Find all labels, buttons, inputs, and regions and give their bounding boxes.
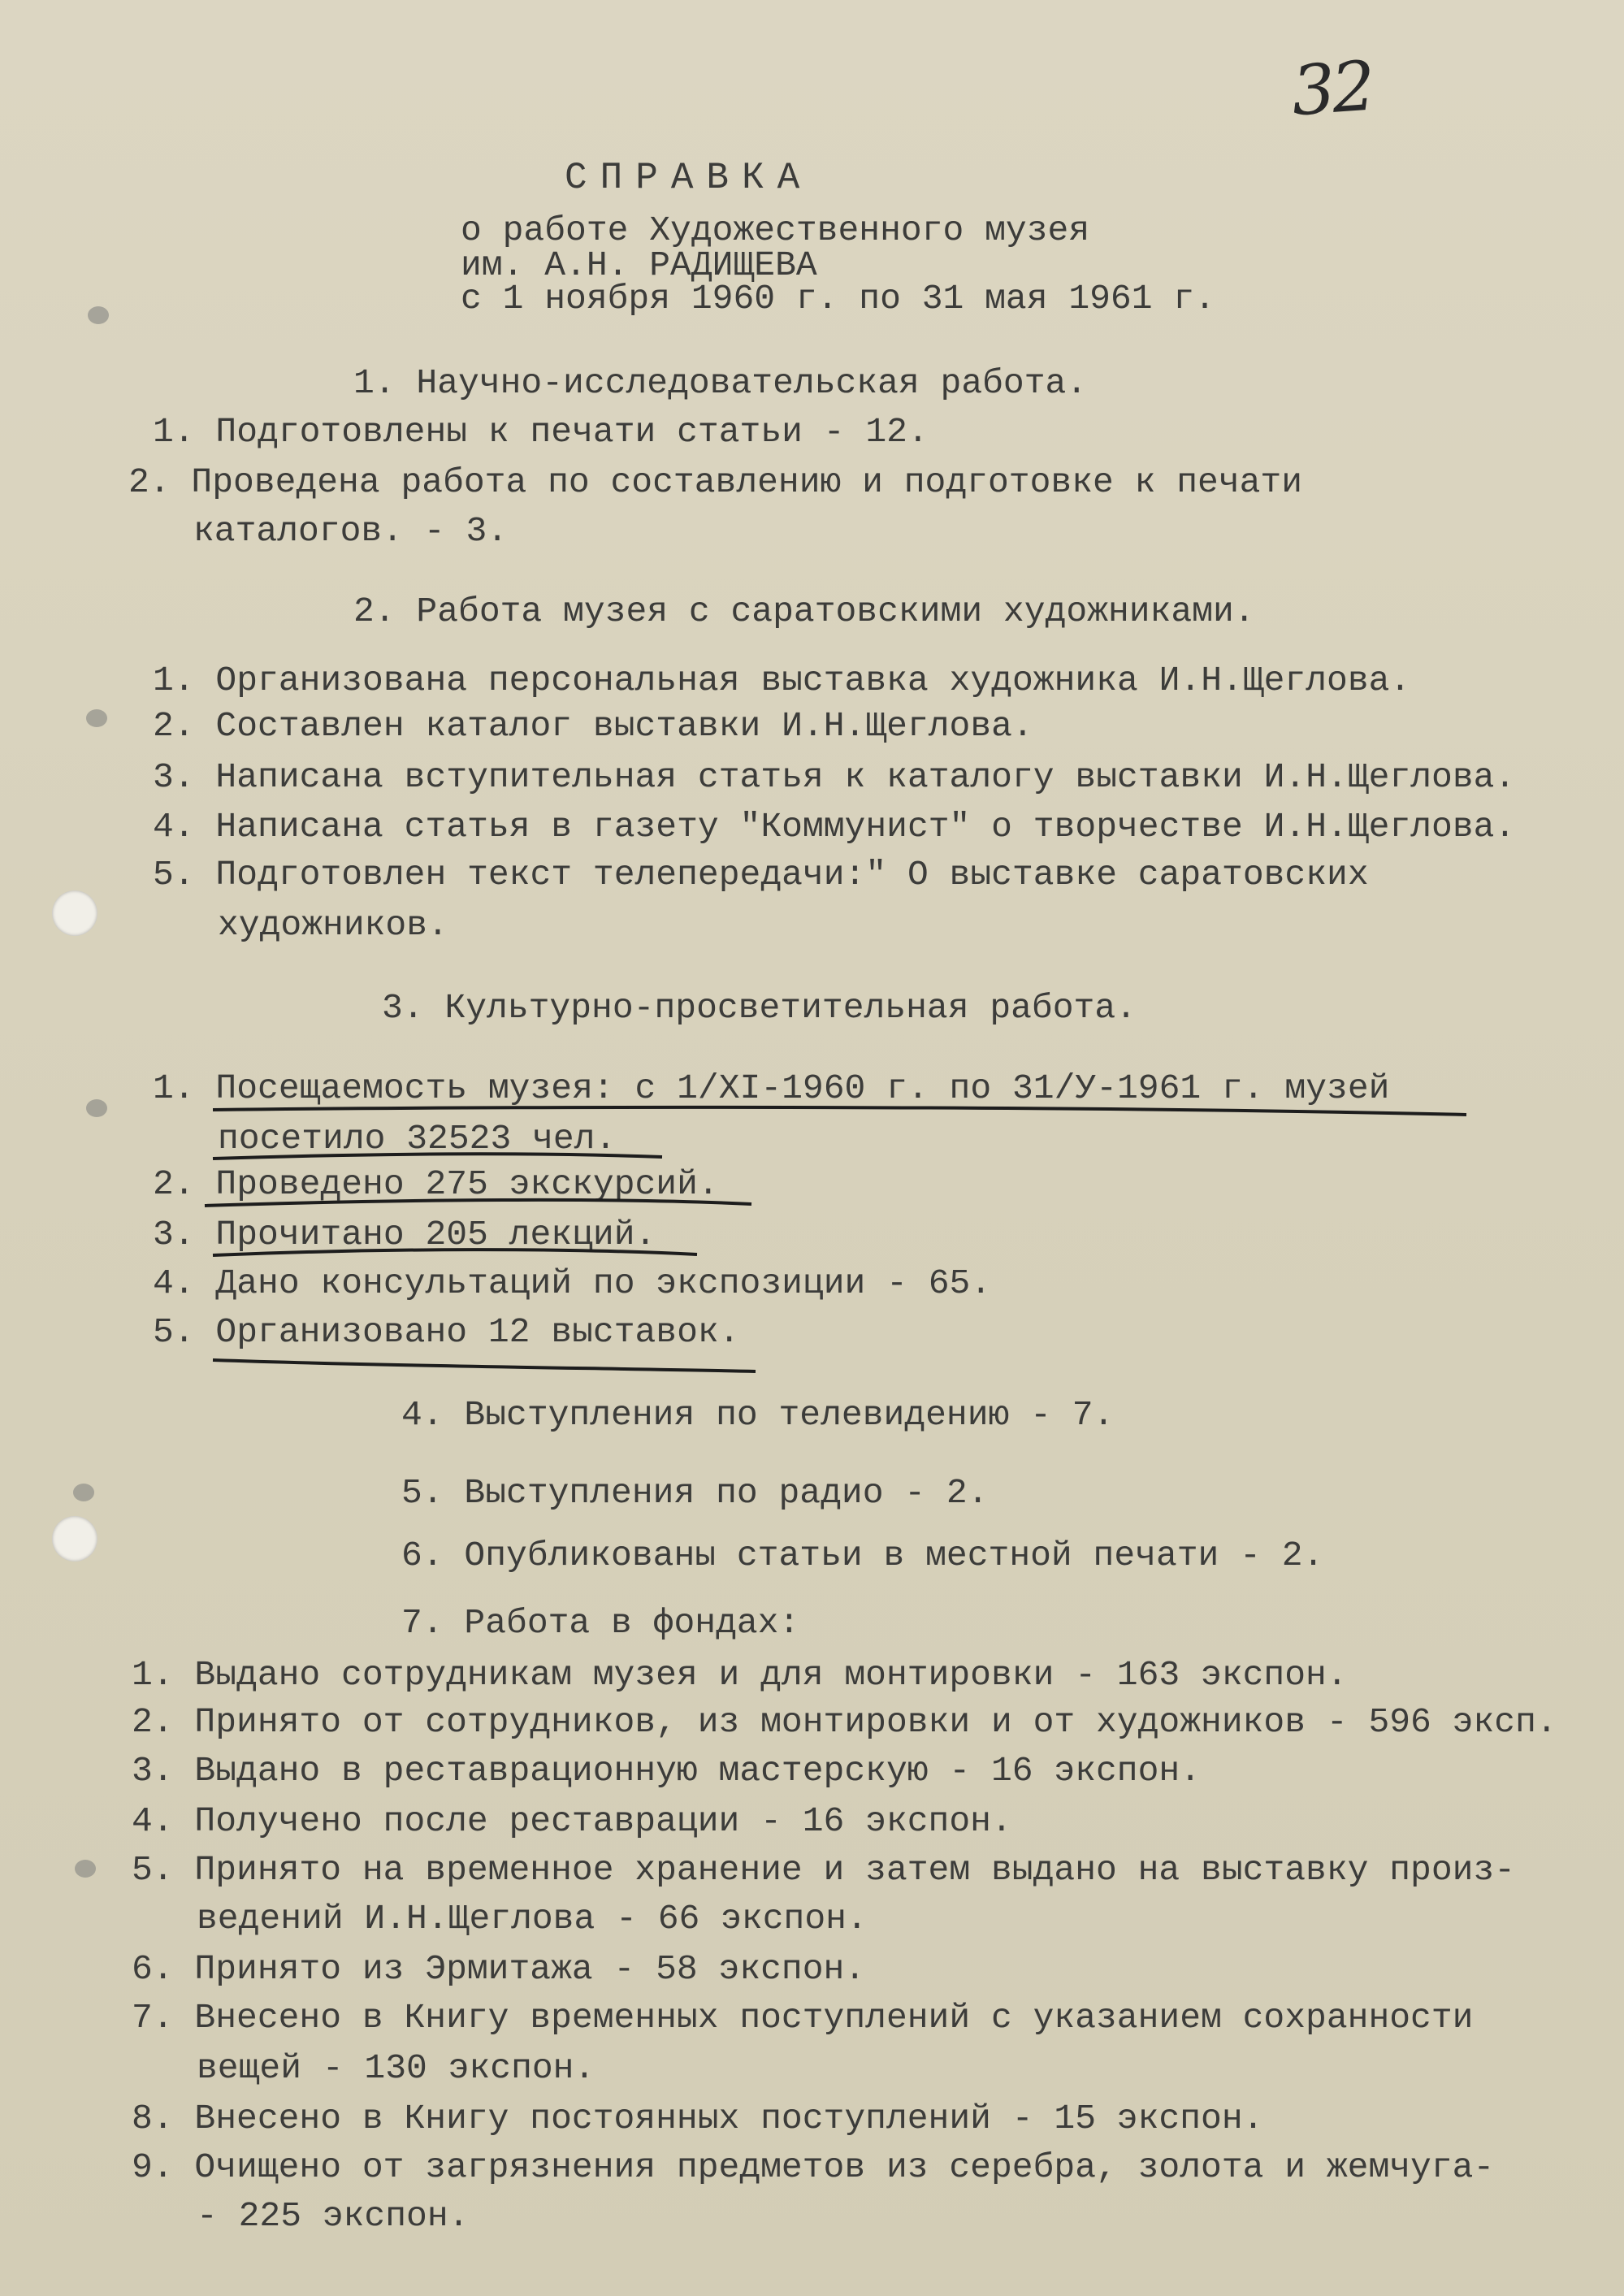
- list-item: посетило 32523 чел.: [218, 1119, 617, 1159]
- list-item: 6. Принято из Эрмитажа - 58 экспон.: [132, 1949, 866, 1989]
- list-item: 2. Принято от сотрудников, из монтировки и от художников - 596 эксп.: [132, 1702, 1557, 1742]
- list-item: ведений И.Н.Щеглова - 66 экспон.: [197, 1899, 868, 1939]
- list-item: каталогов. - 3.: [193, 511, 509, 551]
- section-heading: 7. Работа в фондах:: [401, 1603, 800, 1643]
- list-item: 9. Очищено от загрязнения предметов из серебра, золота и жемчуга-: [132, 2147, 1495, 2187]
- list-item: 5. Организовано 12 выставок.: [153, 1312, 740, 1352]
- list-item: 7. Внесено в Книгу временных поступлений с указанием сохранности: [132, 1998, 1474, 2038]
- subtitle-line: с 1 ноября 1960 г. по 31 мая 1961 г.: [461, 279, 1215, 318]
- underline-mark: [205, 1200, 751, 1206]
- list-item: художников.: [218, 905, 448, 945]
- list-item: 1. Организована персональная выставка художника И.Н.Щеглова.: [153, 661, 1411, 700]
- section-heading: 1. Научно-исследовательская работа.: [353, 363, 1088, 403]
- underline-mark: [213, 1107, 1466, 1115]
- list-item: 4. Написана статья в газету "Коммунист" о творчестве И.Н.Щеглова.: [153, 807, 1516, 847]
- list-item: 2. Проведено 275 экскурсий.: [153, 1164, 719, 1204]
- section-heading: 4. Выступления по телевидению - 7.: [401, 1395, 1115, 1435]
- handwritten-page-number: 32: [1288, 45, 1375, 132]
- list-item: 3. Написана вступительная статья к каталогу выставки И.Н.Щеглова.: [153, 757, 1516, 797]
- list-item: 8. Внесено в Книгу постоянных поступлений - 15 экспон.: [132, 2099, 1264, 2138]
- list-item: 1. Выдано сотрудникам музея и для монтировки - 163 экспон.: [132, 1655, 1348, 1695]
- list-item: 1. Подготовлены к печати статьи - 12.: [153, 412, 929, 452]
- section-heading: 2. Работа музея с саратовскими художниками.: [353, 591, 1255, 631]
- list-item: 3. Выдано в реставрационную мастерскую - 16 экспон.: [132, 1751, 1202, 1791]
- section-heading: 5. Выступления по радио - 2.: [401, 1473, 989, 1513]
- underline-mark: [213, 1154, 662, 1159]
- list-item: 3. Прочитано 205 лекций.: [153, 1215, 656, 1254]
- list-item: 2. Проведена работа по составлению и подготовке к печати: [128, 462, 1303, 502]
- underline-mark: [213, 1250, 697, 1255]
- section-heading: 6. Опубликованы статьи в местной печати - 2.: [401, 1536, 1324, 1575]
- list-item: вещей - 130 экспон.: [197, 2048, 595, 2088]
- subtitle-line: о работе Художественного музея: [461, 210, 1090, 250]
- list-item: 4. Дано консультаций по экспозиции - 65.: [153, 1263, 992, 1303]
- list-item: 2. Составлен каталог выставки И.Н.Щеглова.: [153, 706, 1033, 746]
- list-item: 1. Посещаемость музея: с 1/XI-1960 г. по 31/У-1961 г. музей: [153, 1068, 1390, 1108]
- document-title: СПРАВКА: [565, 157, 813, 199]
- list-item: 5. Подготовлен текст телепередачи:" О выставке саратовских: [153, 855, 1369, 895]
- list-item: 4. Получено после реставрации - 16 экспон.: [132, 1801, 1012, 1841]
- subtitle-line: им. А.Н. РАДИЩЕВА: [461, 245, 817, 285]
- underline-mark: [213, 1360, 756, 1371]
- list-item: 5. Принято на временное хранение и затем выдано на выставку произ-: [132, 1850, 1516, 1890]
- list-item: - 225 экспон.: [197, 2196, 470, 2236]
- section-heading: 3. Культурно-просветительная работа.: [382, 988, 1137, 1028]
